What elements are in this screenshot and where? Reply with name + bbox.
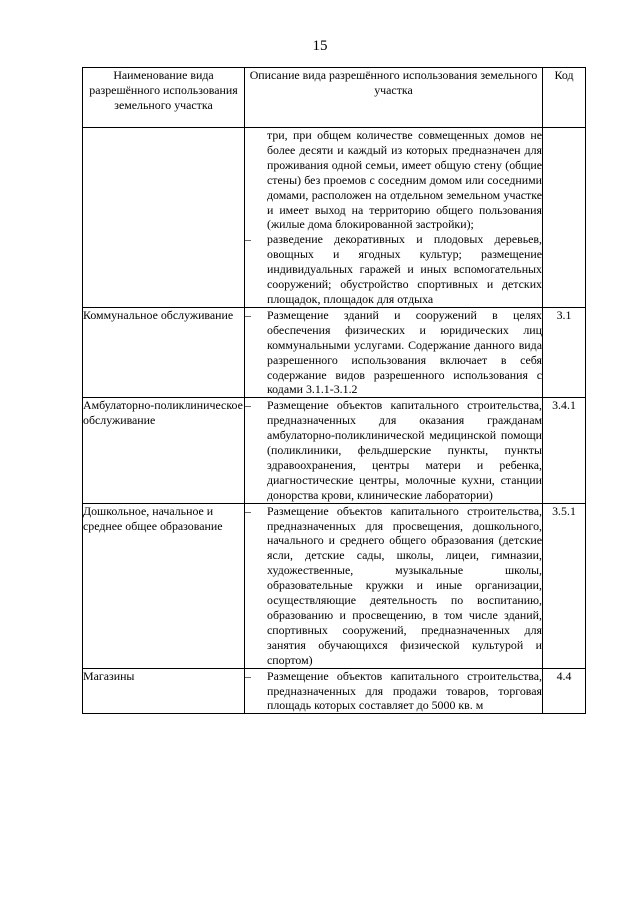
row-description-cell bbox=[245, 668, 543, 714]
row-name: Коммунальное обслуживание bbox=[83, 307, 245, 397]
dash-marker: – bbox=[245, 398, 251, 413]
row-name: Амбулаторно-поликлиническое обслуживание bbox=[83, 398, 245, 503]
continuation-item-text: разведение декоративных и плодовых деревьев, овощных и ягодных культур; размещение индивидуальных гаражей и иных вспомогательных сооружений; обустройство спортивных и детских площадок, площадок для отдыха bbox=[267, 232, 542, 306]
header-name: Наименование вида разрешённого использования земельного участка bbox=[83, 68, 245, 128]
table-row-continuation bbox=[83, 128, 586, 308]
table-row bbox=[83, 398, 586, 503]
row-description-item bbox=[245, 669, 542, 714]
continuation-list-item bbox=[245, 232, 542, 307]
row-description: Размещение объектов капитального строительства, предназначенных для продажи товаров, торговая площадь которых составляет до 5000 кв. м bbox=[267, 668, 542, 713]
row-code: 3.1 bbox=[543, 307, 586, 397]
table-row bbox=[83, 307, 586, 397]
dash-marker: – bbox=[245, 668, 251, 683]
row-code: 4.4 bbox=[543, 668, 586, 714]
dash-marker: – bbox=[245, 232, 251, 247]
row-code: 3.4.1 bbox=[543, 398, 586, 503]
row-code: 3.5.1 bbox=[543, 503, 586, 668]
header-code: Код bbox=[543, 68, 586, 128]
row-description-cell bbox=[245, 398, 543, 503]
row-description-item bbox=[245, 308, 542, 397]
dash-marker: – bbox=[245, 503, 251, 518]
continuation-description-cell bbox=[245, 128, 543, 308]
row-description: Размещение объектов капитального строительства, предназначенных для оказания гражданам амбулаторно-поликлинической медицинской помощи (поликлиники, фельдшерские пункты, пункты здравоохранения, центры матери и ребенка, диагностические центры, молочные кухни, станции донорства крови, клинические лаборатории) bbox=[267, 398, 542, 502]
header-description: Описание вида разрешённого использования земельного участка bbox=[245, 68, 543, 128]
row-description: Размещение объектов капитального строительства, предназначенных для просвещения, дошкольного, начального и среднего общего образования (детские ясли, детские сады, школы, лицеи, гимназии, художественные, музыкальные школы, образовательные кружки и иные организации, осуществляющие деятельность по воспитанию, образованию и просвещению, в том числе зданий, спортивных сооружений, предназначенных для занятия обучающихся физической культурой и спортом) bbox=[267, 503, 542, 667]
row-description-cell bbox=[245, 307, 543, 397]
row-description-item bbox=[245, 504, 542, 668]
row-description-item bbox=[245, 398, 542, 502]
land-use-table bbox=[82, 67, 586, 714]
continuation-code-cell bbox=[543, 128, 586, 308]
table-header-row bbox=[83, 68, 586, 128]
row-description-cell bbox=[245, 503, 543, 668]
continuation-text: три, при общем количестве совмещенных домов не более десяти и каждый из которых предназначен для проживания одной семьи, имеет общую стену (общие стены) без проемов с соседним домом или соседними домами, расположен на отдельном земельном участке и имеет выход на территорию общего пользования (жилые дома блокированной застройки); bbox=[267, 128, 542, 232]
page-number: 15 bbox=[312, 38, 328, 54]
row-description: Размещение зданий и сооружений в целях обеспечения физических и юридических лиц коммунальными услугами. Содержание данного вида разрешенного использования включает в себя содержание видов разрешенного использования с кодами 3.1.1-3.1.2 bbox=[267, 307, 542, 397]
table-row bbox=[83, 668, 586, 714]
row-name: Дошкольное, начальное и среднее общее образование bbox=[83, 503, 245, 668]
row-name: Магазины bbox=[83, 668, 245, 714]
table-row bbox=[83, 503, 586, 668]
dash-marker: – bbox=[245, 307, 251, 322]
continuation-name-cell bbox=[83, 128, 245, 308]
